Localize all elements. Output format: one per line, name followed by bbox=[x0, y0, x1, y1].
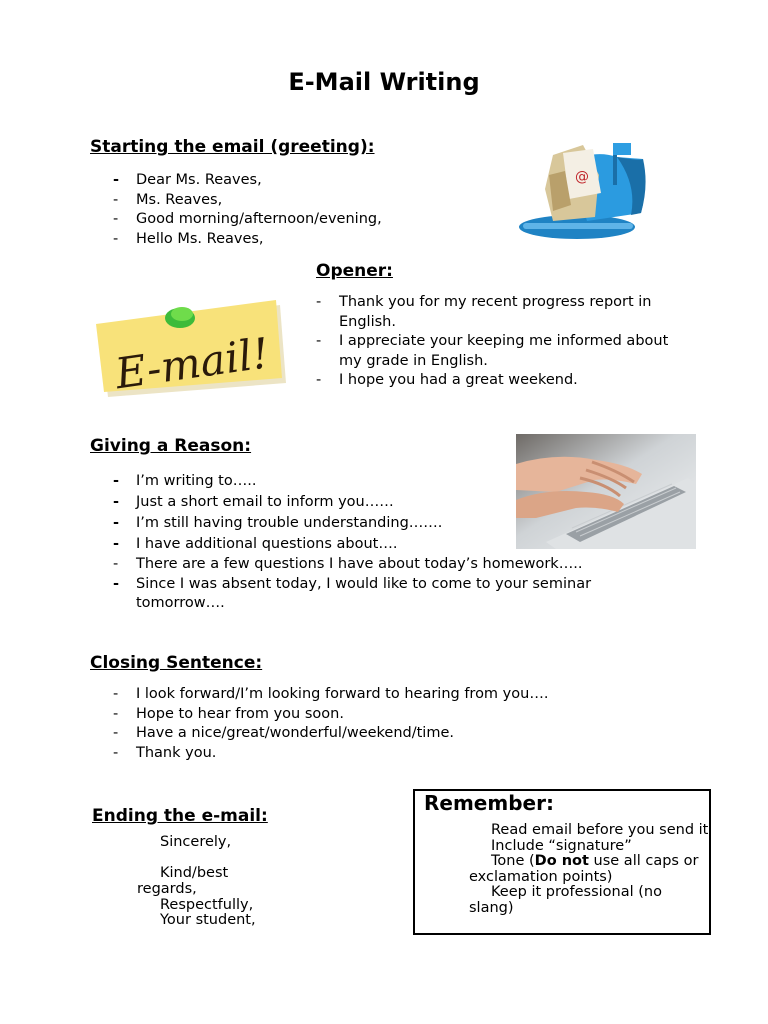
list-item: - I hope you had a great weekend. bbox=[316, 372, 578, 389]
ending-item: Your student, bbox=[160, 912, 256, 928]
list-item: - Thank you for my recent progress report in English. bbox=[316, 294, 652, 330]
list-item: - Hope to hear from you soon. bbox=[113, 705, 344, 722]
remember-list bbox=[469, 823, 709, 917]
ending-item: regards, bbox=[137, 881, 197, 897]
closing-heading: Closing Sentence: bbox=[90, 653, 263, 673]
list-item: - Dear Ms. Reaves, bbox=[113, 172, 262, 188]
list-item: - I’m still having trouble understanding……. bbox=[113, 515, 443, 531]
ending-item: Sincerely, bbox=[160, 834, 232, 850]
ending-item: Kind/best bbox=[160, 865, 229, 881]
greeting-list bbox=[113, 171, 493, 249]
remember-heading: Remember: bbox=[424, 791, 554, 815]
ending-heading: Ending the e-mail: bbox=[92, 806, 268, 826]
remember-item: Read email before you send it bbox=[491, 822, 709, 838]
remember-item: Keep it professional (no slang) bbox=[469, 884, 662, 916]
opener-heading: Opener: bbox=[316, 261, 393, 281]
list-item: - Good morning/afternoon/evening, bbox=[113, 211, 382, 228]
list-item: - I have additional questions about…. bbox=[113, 536, 398, 552]
list-item: - Have a nice/great/wonderful/weekend/time. bbox=[113, 725, 454, 742]
greeting-heading: Starting the email (greeting): bbox=[90, 137, 375, 157]
ending-item: Respectfully, bbox=[160, 897, 254, 913]
remember-item: Include “signature” bbox=[491, 837, 632, 854]
laptop-typing-image bbox=[516, 434, 696, 549]
list-item: - Hello Ms. Reaves, bbox=[113, 230, 264, 247]
remember-item: Tone (Do not use all caps or exclamation points) bbox=[469, 853, 699, 885]
list-item: - Thank you. bbox=[113, 744, 217, 761]
svg-text:E-mail!: E-mail! bbox=[112, 328, 272, 398]
list-item: - I appreciate your keeping me informed about my grade in English. bbox=[316, 333, 669, 369]
email-sticky-note bbox=[92, 296, 288, 398]
list-item: - Just a short email to inform you…… bbox=[113, 494, 394, 510]
page-title: E-Mail Writing bbox=[288, 68, 480, 96]
closing-list bbox=[113, 685, 593, 763]
list-item: - Ms. Reaves, bbox=[113, 191, 223, 208]
list-item: - I look forward/I’m looking forward to hearing from you…. bbox=[113, 686, 549, 702]
svg-text:@: @ bbox=[575, 169, 589, 185]
opener-list bbox=[316, 293, 678, 391]
mailbox-image bbox=[513, 135, 659, 243]
list-item: - I’m writing to….. bbox=[113, 473, 257, 489]
reason-heading: Giving a Reason: bbox=[90, 436, 252, 456]
list-item: - There are a few questions I have about today’s homework….. bbox=[113, 556, 583, 572]
list-item: - Since I was absent today, I would like to come to your seminar tomorrow…. bbox=[113, 575, 592, 612]
remember-box bbox=[413, 789, 711, 935]
